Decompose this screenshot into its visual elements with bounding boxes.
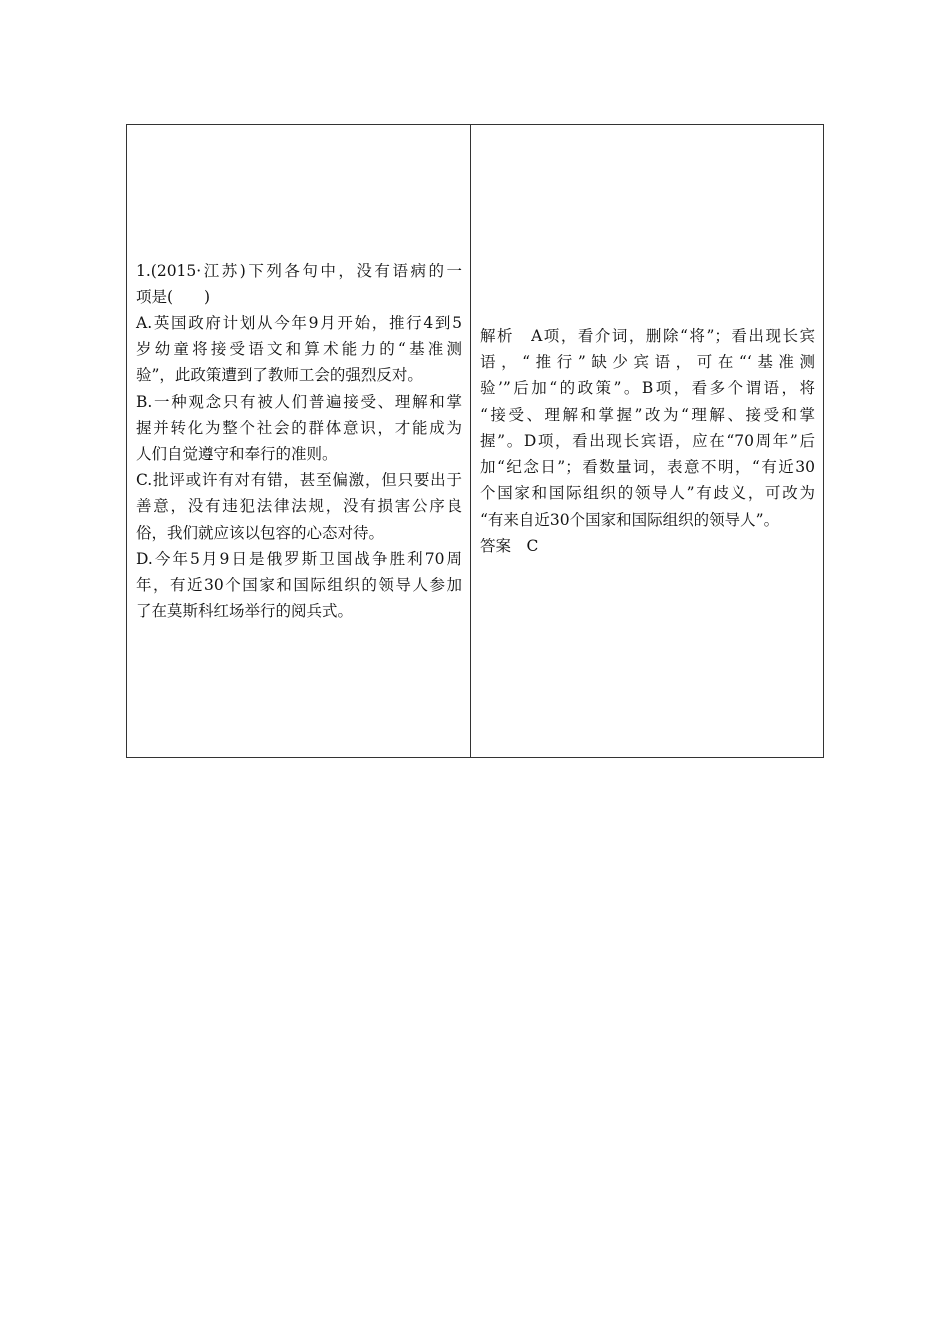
option-c-line: 善意，没有违犯法律法规，没有损害公序良 [136, 497, 462, 516]
option-a-line: 验”，此政策遭到了教师工会的强烈反对。 [136, 366, 423, 385]
option-d-line: 年，有近30个国家和国际组织的领导人参加 [136, 576, 462, 595]
question-cell [127, 125, 471, 757]
option-a-line: 岁幼童将接受语文和算术能力的“基准测 [136, 340, 462, 359]
analysis-line: 握”。D项，看出现长宾语，应在“70周年”后 [480, 431, 815, 450]
analysis-line: 验’”后加“的政策”。B项，看多个谓语，将 [480, 379, 815, 398]
question-stem-line: 项是( ) [136, 287, 211, 306]
option-c-line: 俗，我们就应该以包容的心态对待。 [136, 523, 385, 542]
option-b-line: B.一种观念只有被人们普遍接受、理解和掌 [136, 392, 462, 411]
analysis-line: 个国家和国际组织的领导人”有歧义，可改为 [480, 484, 815, 503]
option-d-line: 了在莫斯科红场举行的阅兵式。 [136, 602, 354, 621]
analysis-line: “接受、理解和掌握”改为“理解、接受和掌 [480, 405, 815, 424]
answer-cell [471, 125, 823, 757]
question-stem-line: 1.(2015·江苏)下列各句中，没有语病的一 [136, 261, 462, 280]
option-c-line: C.批评或许有对有错，甚至偏激，但只要出于 [136, 471, 462, 490]
analysis-line: 解析 A项，看介词，删除“将”；看出现长宾 [480, 327, 815, 346]
answer-key-line: 答案 C [480, 536, 539, 555]
option-a-line: A.英国政府计划从今年9月开始，推行4到5 [136, 313, 462, 332]
option-b-line: 人们自觉遵守和奉行的准则。 [136, 445, 338, 463]
option-b-line: 握并转化为整个社会的群体意识，才能成为 [136, 418, 462, 437]
analysis-line: “有来自近30个国家和国际组织的领导人”。 [480, 510, 780, 529]
question-answer-table [126, 124, 824, 758]
analysis-line: 语，“推行”缺少宾语，可在“‘基准测 [480, 353, 815, 372]
option-d-line: D.今年5月9日是俄罗斯卫国战争胜利70周 [136, 549, 462, 568]
analysis-line: 加“纪念日”；看数量词，表意不明，“有近30 [480, 458, 815, 477]
